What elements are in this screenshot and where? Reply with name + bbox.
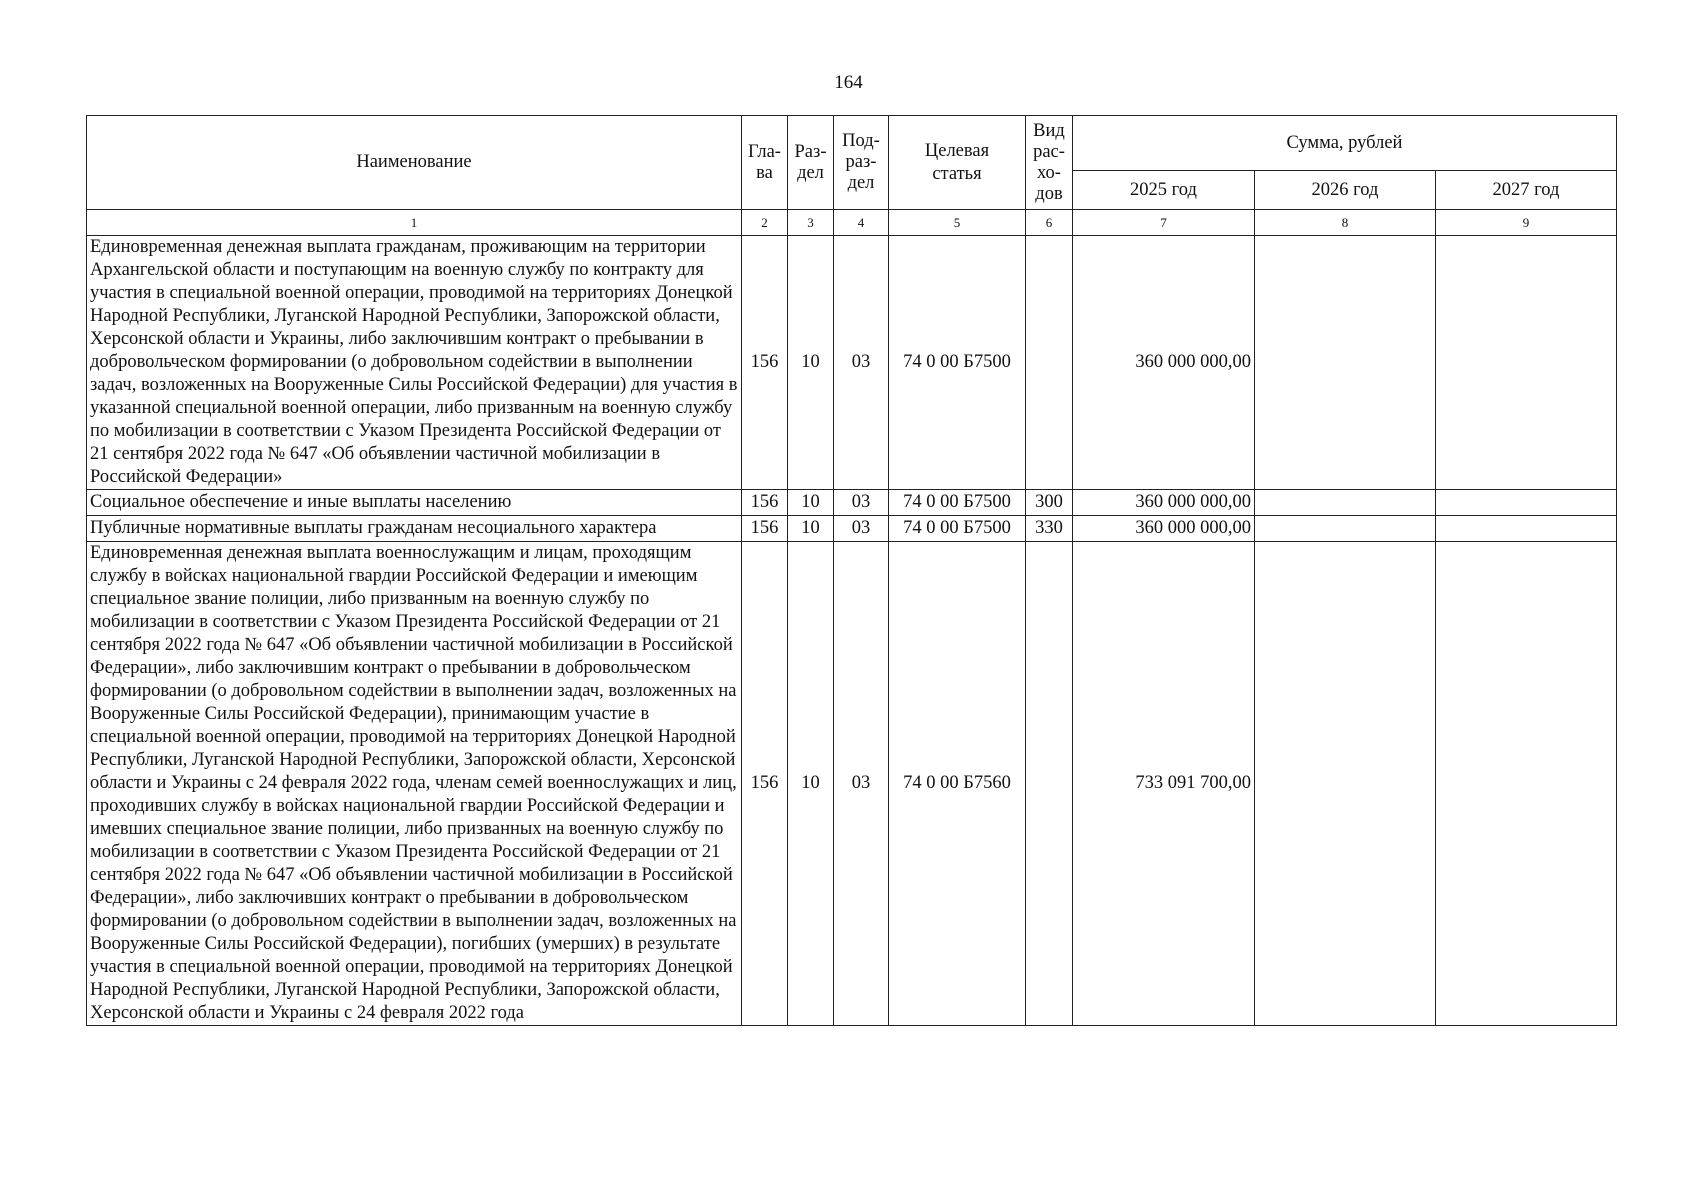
row-expense-type: 300 [1026, 490, 1073, 516]
table-row [87, 542, 1617, 1026]
row-sum-2027 [1436, 490, 1617, 516]
row-sum-2026 [1255, 490, 1436, 516]
row-section: 10 [788, 516, 834, 542]
row-expense-type [1026, 236, 1073, 490]
row-subsection: 03 [834, 516, 889, 542]
row-target-item: 74 0 00 Б7560 [889, 542, 1026, 1026]
header-sum: Сумма, рублей [1073, 116, 1617, 171]
column-number: 5 [889, 210, 1026, 236]
row-name: Публичные нормативные выплаты гражданам несоциального характера [87, 516, 742, 542]
row-sum-2025: 360 000 000,00 [1073, 516, 1255, 542]
row-subsection: 03 [834, 490, 889, 516]
header-section: Раз- дел [788, 116, 834, 210]
table-row [87, 236, 1617, 490]
row-sum-2026 [1255, 542, 1436, 1026]
row-sum-2025: 360 000 000,00 [1073, 236, 1255, 490]
header-year-2026: 2026 год [1255, 171, 1436, 210]
row-expense-type: 330 [1026, 516, 1073, 542]
row-subsection: 03 [834, 236, 889, 490]
budget-table [86, 115, 1617, 1026]
column-number: 2 [742, 210, 788, 236]
row-sum-2026 [1255, 516, 1436, 542]
row-sum-2026 [1255, 236, 1436, 490]
row-chapter: 156 [742, 236, 788, 490]
column-number: 1 [87, 210, 742, 236]
column-number: 6 [1026, 210, 1073, 236]
table-row [87, 490, 1617, 516]
header-chapter: Гла- ва [742, 116, 788, 210]
row-section: 10 [788, 490, 834, 516]
column-number: 7 [1073, 210, 1255, 236]
row-sum-2025: 360 000 000,00 [1073, 490, 1255, 516]
header-year-2027: 2027 год [1436, 171, 1617, 210]
row-expense-type [1026, 542, 1073, 1026]
row-chapter: 156 [742, 490, 788, 516]
header-expense-type: Вид рас- хо- дов [1026, 116, 1073, 210]
row-subsection: 03 [834, 542, 889, 1026]
column-number-row [87, 210, 1617, 236]
header-year-2025: 2025 год [1073, 171, 1255, 210]
row-section: 10 [788, 542, 834, 1026]
column-number: 8 [1255, 210, 1436, 236]
row-name: Социальное обеспечение и иные выплаты населению [87, 490, 742, 516]
row-sum-2027 [1436, 542, 1617, 1026]
column-number: 9 [1436, 210, 1617, 236]
row-name: Единовременная денежная выплата военнослужащим и лицам, проходящим службу в войсках национальной гвардии Российской Федерации и имеющим специальное звание полиции, либо призванным на военную службу по мобилизации в соответствии с Указом Президента Российской Федерации от 21 сентября 2022 года № 647 «Об объявлении частичной мобилизации в Российской Федерации», либо заключившим контракт о пребывании в добровольческом формировании (о добровольном содействии в выполнении задач, возложенных на Вооруженные Силы Российской Федерации), принимающим участие в специальной военной операции, проводимой на территориях Донецкой Народной Республики, Луганской Народной Республики, Запорожской области, Херсонской области и Украины с 24 февраля 2022 года, членам семей военнослужащих и лиц, проходивших службу в войсках национальной гвардии Российской Федерации и имевших специальное звание полиции, либо призванных на военную службу по мобилизации в соответствии с Указом Президента Российской Федерации от 21 сентября 2022 года № 647 «Об объявлении частичной мобилизации в Российской Федерации», либо заключивших контракт о пребывании в добровольческом формировании (о добровольном содействии в выполнении задач, возложенных на Вооруженные Силы Российской Федерации), погибших (умерших) в результате участия в специальной военной операции, проводимой на территориях Донецкой Народной Республики, Луганской Народной Республики, Запорожской области, Херсонской области и Украины с 24 февраля 2022 года [87, 542, 742, 1026]
page-number: 164 [834, 72, 863, 93]
row-chapter: 156 [742, 542, 788, 1026]
row-target-item: 74 0 00 Б7500 [889, 490, 1026, 516]
column-number: 3 [788, 210, 834, 236]
row-chapter: 156 [742, 516, 788, 542]
row-sum-2025: 733 091 700,00 [1073, 542, 1255, 1026]
header-subsection: Под- раз- дел [834, 116, 889, 210]
column-number: 4 [834, 210, 889, 236]
row-name: Единовременная денежная выплата гражданам, проживающим на территории Архангельской области и поступающим на военную службу по контракту для участия в специальной военной операции, проводимой на территориях Донецкой Народной Республики, Луганской Народной Республики, Запорожской области, Херсонской области и Украины, либо заключившим контракт о пребывании в добровольческом формировании (о добровольном содействии в выполнении задач, возложенных на Вооруженные Силы Российской Федерации) для участия в указанной специальной военной операции, либо призванным на военную службу по мобилизации в соответствии с Указом Президента Российской Федерации от 21 сентября 2022 года № 647 «Об объявлении частичной мобилизации в Российской Федерации» [87, 236, 742, 490]
header-target-item: Целевая статья [889, 116, 1026, 210]
header-name: Наименование [87, 116, 742, 210]
row-sum-2027 [1436, 516, 1617, 542]
row-section: 10 [788, 236, 834, 490]
row-target-item: 74 0 00 Б7500 [889, 516, 1026, 542]
row-sum-2027 [1436, 236, 1617, 490]
row-target-item: 74 0 00 Б7500 [889, 236, 1026, 490]
header-row [87, 116, 1617, 171]
table-row [87, 516, 1617, 542]
